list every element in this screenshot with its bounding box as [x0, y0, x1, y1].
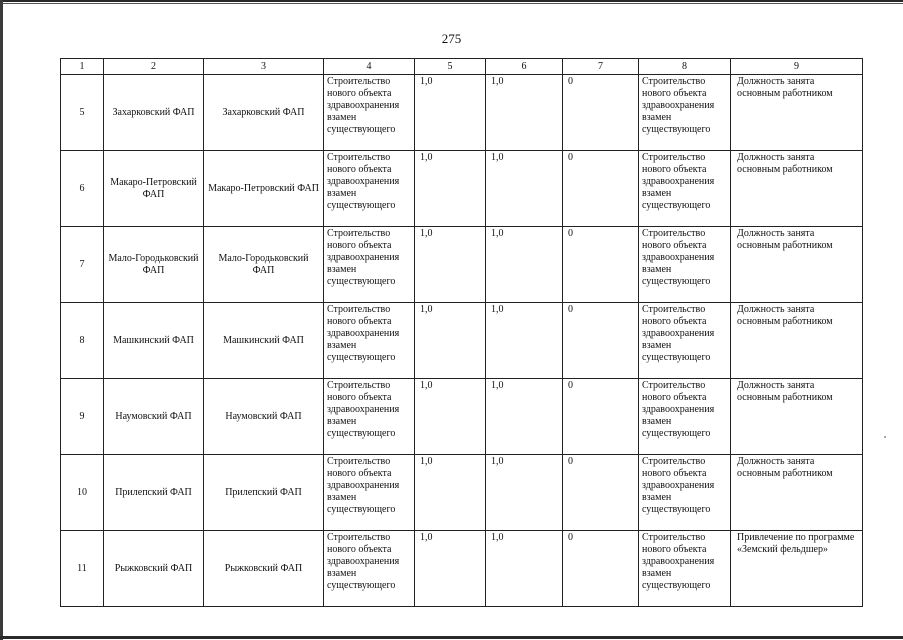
- facility-name: Машкинский ФАП: [204, 303, 324, 379]
- staffing-cell: Должность занята основным работником: [731, 455, 863, 531]
- activity-cell: Строительство нового объекта здравоохранения взамен существующего: [324, 151, 415, 227]
- value-col7: 0: [563, 455, 639, 531]
- staffing-cell: Должность занята основным работником: [731, 227, 863, 303]
- value-col7: 0: [563, 303, 639, 379]
- page-number: 275: [441, 31, 462, 46]
- facility-name: Прилепский ФАП: [204, 455, 324, 531]
- facility-name: Наумовский ФАП: [204, 379, 324, 455]
- row-number: 10: [61, 455, 104, 531]
- table-row: [61, 75, 863, 151]
- row-number: 7: [61, 227, 104, 303]
- column-header: 2: [104, 59, 204, 75]
- value-col6: 1,0: [486, 531, 563, 607]
- value-col5: 1,0: [415, 303, 486, 379]
- scan-border-top: [0, 0, 903, 6]
- scan-border-left: [0, 0, 3, 640]
- value-col5: 1,0: [415, 151, 486, 227]
- column-header: 1: [61, 59, 104, 75]
- value-col5: 1,0: [415, 227, 486, 303]
- staffing-cell: Должность занята основным работником: [731, 303, 863, 379]
- row-number: 8: [61, 303, 104, 379]
- row-number: 6: [61, 151, 104, 227]
- staffing-cell: Должность занята основным работником: [731, 379, 863, 455]
- value-col6: 1,0: [486, 303, 563, 379]
- facility-name: Рыжковский ФАП: [204, 531, 324, 607]
- table-row: [61, 151, 863, 227]
- staffing-cell: Привлечение по программе «Земский фельдшер»: [731, 531, 863, 607]
- column-header: 3: [204, 59, 324, 75]
- activity-cell: Строительство нового объекта здравоохранения взамен существующего: [324, 227, 415, 303]
- action-cell: Строительство нового объекта здравоохранения взамен существующего: [639, 303, 731, 379]
- header-row: [61, 59, 863, 75]
- column-header: 5: [415, 59, 486, 75]
- value-col7: 0: [563, 75, 639, 151]
- fap-name: Мало-Городьковский ФАП: [104, 227, 204, 303]
- fap-name: Захарковский ФАП: [104, 75, 204, 151]
- column-header: 7: [563, 59, 639, 75]
- table-row: [61, 455, 863, 531]
- activity-cell: Строительство нового объекта здравоохранения взамен существующего: [324, 531, 415, 607]
- value-col6: 1,0: [486, 75, 563, 151]
- value-col7: 0: [563, 531, 639, 607]
- column-header: 4: [324, 59, 415, 75]
- value-col7: 0: [563, 227, 639, 303]
- scan-speck: [884, 436, 886, 438]
- action-cell: Строительство нового объекта здравоохранения взамен существующего: [639, 75, 731, 151]
- fap-name: Машкинский ФАП: [104, 303, 204, 379]
- value-col5: 1,0: [415, 531, 486, 607]
- staffing-cell: Должность занята основным работником: [731, 75, 863, 151]
- column-header: 8: [639, 59, 731, 75]
- activity-cell: Строительство нового объекта здравоохранения взамен существующего: [324, 379, 415, 455]
- table-row: [61, 303, 863, 379]
- value-col6: 1,0: [486, 227, 563, 303]
- fap-name: Наумовский ФАП: [104, 379, 204, 455]
- value-col6: 1,0: [486, 151, 563, 227]
- column-header: 9: [731, 59, 863, 75]
- action-cell: Строительство нового объекта здравоохранения взамен существующего: [639, 455, 731, 531]
- facility-name: Захарковский ФАП: [204, 75, 324, 151]
- facility-name: Мало-Городьковский ФАП: [204, 227, 324, 303]
- fap-name: Макаро-Петровский ФАП: [104, 151, 204, 227]
- value-col5: 1,0: [415, 75, 486, 151]
- activity-cell: Строительство нового объекта здравоохранения взамен существующего: [324, 455, 415, 531]
- activity-cell: Строительство нового объекта здравоохранения взамен существующего: [324, 303, 415, 379]
- table-row: [61, 531, 863, 607]
- value-col6: 1,0: [486, 455, 563, 531]
- action-cell: Строительство нового объекта здравоохранения взамен существующего: [639, 151, 731, 227]
- value-col5: 1,0: [415, 455, 486, 531]
- row-number: 9: [61, 379, 104, 455]
- value-col6: 1,0: [486, 379, 563, 455]
- row-number: 11: [61, 531, 104, 607]
- value-col7: 0: [563, 151, 639, 227]
- facility-name: Макаро-Петровский ФАП: [204, 151, 324, 227]
- value-col7: 0: [563, 379, 639, 455]
- row-number: 5: [61, 75, 104, 151]
- document-table: [60, 58, 863, 607]
- staffing-cell: Должность занята основным работником: [731, 151, 863, 227]
- action-cell: Строительство нового объекта здравоохранения взамен существующего: [639, 227, 731, 303]
- action-cell: Строительство нового объекта здравоохранения взамен существующего: [639, 531, 731, 607]
- action-cell: Строительство нового объекта здравоохранения взамен существующего: [639, 379, 731, 455]
- column-header: 6: [486, 59, 563, 75]
- table-row: [61, 379, 863, 455]
- table-row: [61, 227, 863, 303]
- activity-cell: Строительство нового объекта здравоохранения взамен существующего: [324, 75, 415, 151]
- scan-border-bottom: [0, 633, 903, 640]
- value-col5: 1,0: [415, 379, 486, 455]
- fap-name: Рыжковский ФАП: [104, 531, 204, 607]
- fap-name: Прилепский ФАП: [104, 455, 204, 531]
